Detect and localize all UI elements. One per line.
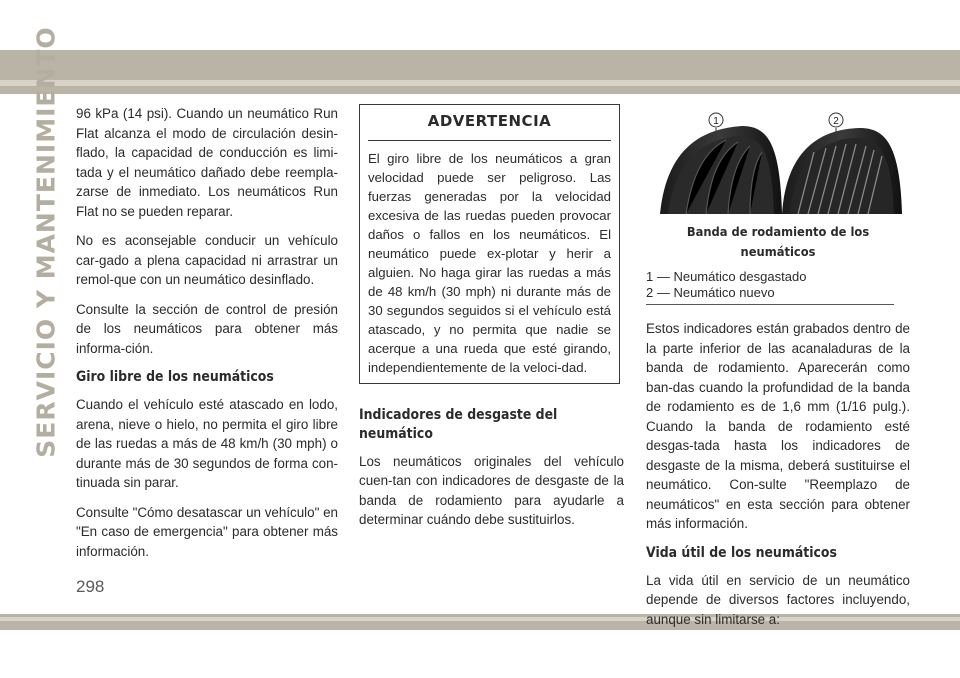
column-1	[76, 104, 338, 571]
paragraph-indicadores-grabados: Estos indicadores están grabados dentro de la parte inferior de las acanaladuras de la banda de rodamiento. Aparecerán como ban-das cuando la profundidad de la banda de rodamiento es de 1,6 mm (1/16 pulg.). Cuando la banda de rodamiento esté desgas-tada hasta los indicadores de desgaste de la misma, deberá sustituirse el neumático. Con-sulte "Reemplazo de neumáticos" en esta sección para obtener más información.	[646, 321, 910, 531]
paragraph-no-conducir: No es aconsejable conducir un vehículo car-gado a plena capacidad ni arrastrar un remol-que con un neumático desinflado.	[76, 233, 338, 287]
figure-caption: Banda de rodamiento de los neumáticos	[686, 224, 870, 259]
section-side-title	[26, 26, 66, 458]
tire-tread-figure	[646, 104, 910, 305]
figure-legend	[646, 265, 894, 305]
heading-vida-util: Vida útil de los neumáticos	[646, 544, 837, 561]
header-band-stripe	[0, 80, 960, 86]
paragraph-vida-util: La vida útil en servicio de un neumático depende de diversos factores incluyendo, aunque sin limitarse a:	[646, 572, 910, 627]
tire-illustration	[646, 104, 910, 214]
paragraph-indicadores: Los neumáticos originales del vehículo cuen-tan con indicadores de desgaste de la banda de rodamiento para ayudarle a determinar cuándo debe sustituirlos.	[359, 453, 624, 527]
legend-item-2: 2 — Neumático nuevo	[646, 285, 775, 300]
warning-title: ADVERTENCIA	[427, 112, 552, 130]
callout-2-label: 2	[833, 116, 839, 127]
paragraph-consulte-desatascar: Consulte "Cómo desatascar un vehículo" en "En caso de emergencia" para obtener más información.	[76, 504, 338, 559]
page-number: 298	[76, 577, 105, 596]
column-2	[359, 104, 624, 540]
new-tire-image	[782, 128, 902, 214]
heading-giro-libre: Giro libre de los neumáticos	[76, 369, 274, 385]
header-band	[0, 50, 960, 94]
section-title-text: SERVICIO Y MANTENIMIENTO	[31, 26, 61, 458]
column-3	[646, 104, 910, 639]
callout-1-label: 1	[713, 116, 719, 127]
legend-item-1: 1 — Neumático desgastado	[646, 269, 807, 284]
heading-indicadores-desgaste: Indicadores de desgaste del neumático	[359, 406, 558, 442]
paragraph-consulte-presion: Consulte la sección de control de presión de los neumáticos para obtener más informa-ción.	[76, 301, 338, 356]
paragraph-atascado: Cuando el vehículo esté atascado en lodo, arena, nieve o hielo, no permita el giro libre de las ruedas a más de 48 km/h (30 mph) o durante más de 30 segundos de forma con-tinuada sin parar.	[76, 397, 338, 490]
paragraph-run-flat: 96 kPa (14 psi). Cuando un neumático Run Flat alcanza el modo de circulación desin-flado, la capacidad de conducción es limi-tada y el neumático dañado debe reempla-zarse de inmediato. Los neumáticos Run Flat no se pueden reparar.	[76, 106, 338, 219]
warning-box	[359, 104, 620, 384]
tire-illustration-svg	[646, 104, 910, 214]
worn-tire-image	[660, 126, 782, 214]
warning-text: El giro libre de los neumáticos a gran velocidad puede ser peligroso. Las fuerzas generadas por la velocidad excesiva de las ruedas pueden provocar daños o fallos en los neumáticos. El neumático puede ex-plotar y herir a alguien. No haga girar las ruedas a más de 48 km/h (30 mph) ni durante más de 30 segundos seguidos si el vehículo está atascado, y no permita que nadie se acerque a una rueda que esté girando, independientemente de la veloci-dad.	[368, 150, 611, 375]
